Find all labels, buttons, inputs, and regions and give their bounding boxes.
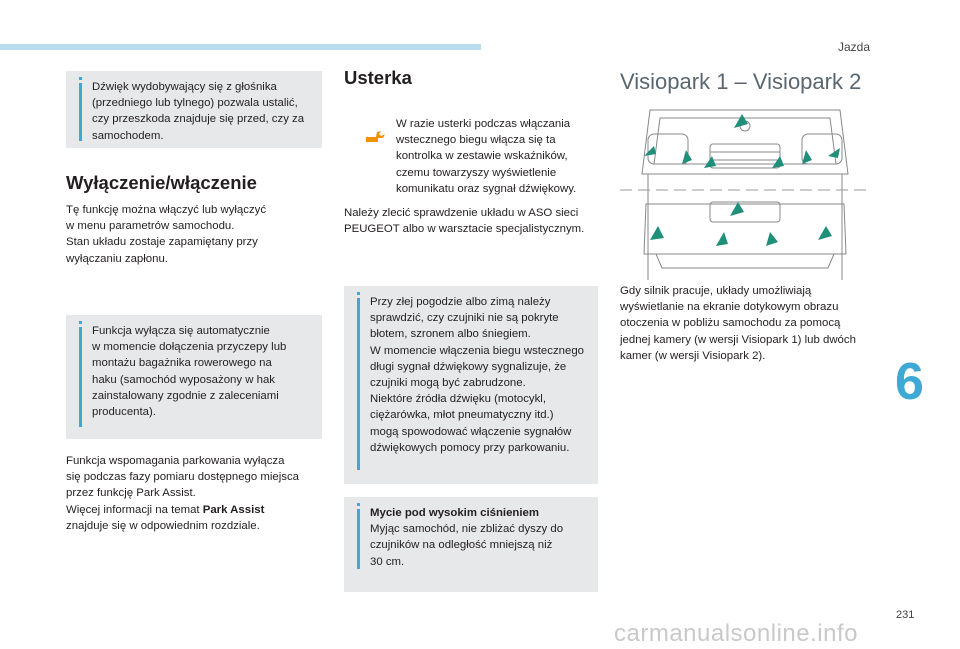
- info-box-trailer: [66, 315, 322, 439]
- paragraph-visiopark: Gdy silnik pracuje, układy umożliwiają wyświetlanie na ekranie dotykowym obrazu otoczenia w pobliżu samochodu za pomocą jednej kamery (w wersji Visiopark 1) lub dwóch kamer (w wersji Visiopark 2).: [620, 285, 856, 362]
- info-text: Przy złej pogodzie albo zimą należy sprawdzić, czy czujniki nie są pokryte błotem, szronem albo śniegiem. W momencie włączenia biegu wstecznego długi sygnał dźwiękowy sygnalizuje, że czujniki mogą być zabrudzone. Niektóre źródła dźwięku (motocykl, ciężarówka, młot pneumatyczny itd.) mogą spowodować włączenie sygnałów dźwiękowych pomocy przy parkowaniu.: [370, 296, 584, 454]
- watermark: carmanualsonline.info: [614, 620, 858, 647]
- chapter-title: Jazda: [838, 40, 871, 54]
- wrench-warning-icon: [364, 128, 386, 148]
- info-box-weather: [344, 286, 598, 484]
- info-icon: [79, 83, 82, 141]
- info-box-speaker: [66, 71, 322, 148]
- section-heading-fault: Usterka: [344, 67, 412, 88]
- page-number: 231: [896, 609, 915, 621]
- section-heading-toggle: Wyłączenie/włączenie: [66, 172, 257, 193]
- info-icon: [357, 298, 360, 470]
- info-icon: [357, 509, 360, 569]
- paragraph-park-assist: Funkcja wspomagania parkowania wyłącza się podczas fazy pomiaru dostępnego miejsca przez funkcję Park Assist. Więcej informacji na temat Park Assist znajduje się w odpowiednim rozdziale.: [66, 455, 300, 532]
- paragraph-service: Należy zlecić sprawdzenie układu w ASO sieci PEUGEOT albo w warsztacie specjalistycznym.: [344, 207, 585, 236]
- paragraph-fault-warning: W razie usterki podczas włączania wstecznego biegu włącza się ta kontrolka w zestawie wskaźników, czemu towarzyszy wyświetlenie komunikatu oraz sygnał dźwiękowy.: [396, 118, 577, 195]
- vehicle-sensors-diagram: [620, 104, 870, 280]
- paragraph-toggle: Tę funkcję można włączyć lub wyłączyć w menu parametrów samochodu. Stan układu zostaje zapamiętany przy wyłączaniu zapłonu.: [66, 204, 267, 265]
- header-bar: [0, 44, 481, 50]
- info-text: Dźwięk wydobywający się z głośnika (przedniego lub tylnego) pozwala ustalić, czy przeszkoda znajduje się przed, czy za samochodem.: [92, 81, 305, 142]
- info-text: Mycie pod wysokim ciśnieniem Myjąc samochód, nie zbliżać dyszy do czujników na odległość mniejszą niż 30 cm.: [370, 507, 564, 568]
- info-box-pressure-washing: [344, 497, 598, 592]
- info-icon: [79, 327, 82, 427]
- chapter-number: 6: [895, 353, 924, 411]
- section-heading-visiopark: Visiopark 1 – Visiopark 2: [620, 69, 862, 94]
- info-text: Funkcja wyłącza się automatycznie w momencie dołączenia przyczepy lub montażu bagażnika rowerowego na haku (samochód wyposażony w hak zainstalowany zgodnie z zaleceniami producenta).: [92, 325, 287, 419]
